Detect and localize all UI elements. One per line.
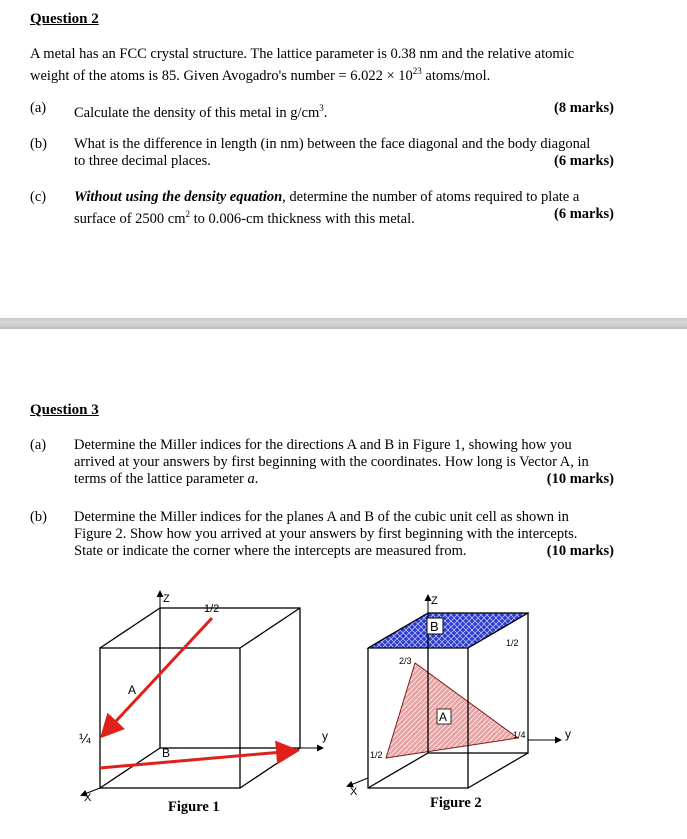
figure-1-diagram xyxy=(60,588,340,803)
fig2-b-label: B xyxy=(430,619,439,634)
fig2-half-top-label: 1/2 xyxy=(506,638,519,648)
fig2-half-bottom-label: 1/2 xyxy=(370,750,383,760)
intro-line-2: weight of the atoms is 85. Given Avogadro's number = $6.022 \times 10^{23}$ atoms/mol. xyxy=(30,66,491,84)
vector-a xyxy=(104,618,212,734)
q3-a-label: (a) xyxy=(30,437,47,453)
q3-b-marks: (10 marks) xyxy=(546,543,614,559)
q3-part-a: Determine the Miller indices for the directions A and B in Figure 1, showing how you arrived at your answers by first beginning with the coordinates. How long is Vector A, in terms of the lattice parameter a. (10 marks) xyxy=(74,437,614,487)
figure-2-diagram xyxy=(328,588,578,798)
fig1-a-label: A xyxy=(128,683,137,697)
figure-2-caption: Figure 2 xyxy=(430,795,482,811)
fig2-quarter-label: 1/4 xyxy=(513,730,526,740)
fig2-y-label: y xyxy=(565,727,571,741)
plane-a xyxy=(386,663,518,758)
fig2-two-thirds-label: 2/3 xyxy=(399,656,412,666)
cube-back-face xyxy=(160,608,300,748)
q2-part-a: Calculate the density of this metal in $g/cm^3$. (8 marks) xyxy=(74,100,614,121)
q3-a-marks: (10 marks) xyxy=(546,471,614,487)
fig1-quarter-label: ¼ xyxy=(79,730,91,746)
page-divider xyxy=(0,318,687,329)
q3-part-b: Determine the Miller indices for the planes A and B of the cubic unit cell as shown in Figure 2. Show how you arrived at your answers by first beginning with the intercepts. State or indicate the corner where the intercepts are measured from. (10 marks) xyxy=(74,509,614,559)
q3-b-label: (b) xyxy=(30,509,47,525)
q2-b-marks: (6 marks) xyxy=(553,153,614,169)
fig1-y-label: y xyxy=(322,729,328,743)
question-3-title: Question 3 xyxy=(30,402,99,418)
q2-part-b: What is the difference in length (in nm) between the face diagonal and the body diagonal to three decimal places. (6 marks) xyxy=(74,136,614,169)
fig2-z-label: Z xyxy=(431,595,438,607)
q2-part-c: Without using the density equation, determine the number of atoms required to plate a surface of 2500 $cm^2$ to 0.006-cm thickness with this metal. (6 marks) xyxy=(74,189,614,227)
vector-b xyxy=(100,751,294,768)
fig1-half-label: 1/2 xyxy=(204,603,220,615)
question-2-title: Question 2 xyxy=(30,11,99,27)
fig1-x-label: X xyxy=(84,792,92,803)
question-2-intro xyxy=(30,46,630,85)
q2-c-label: (c) xyxy=(30,189,47,205)
fig1-b-label: B xyxy=(162,746,171,760)
fig2-x-label: X xyxy=(350,786,358,798)
q2-a-marks: (8 marks) xyxy=(553,100,614,116)
q2-a-label: (a) xyxy=(30,100,47,116)
q2-b-label: (b) xyxy=(30,136,47,152)
fig1-z-label: Z xyxy=(163,593,170,605)
intro-line-1: A metal has an FCC crystal structure. The lattice parameter is 0.38 nm and the relative atomic xyxy=(30,46,575,62)
plane-b xyxy=(368,613,528,648)
q2-c-marks: (6 marks) xyxy=(553,206,614,222)
figure-1-caption: Figure 1 xyxy=(168,799,220,815)
fig2-a-label: A xyxy=(439,710,448,724)
